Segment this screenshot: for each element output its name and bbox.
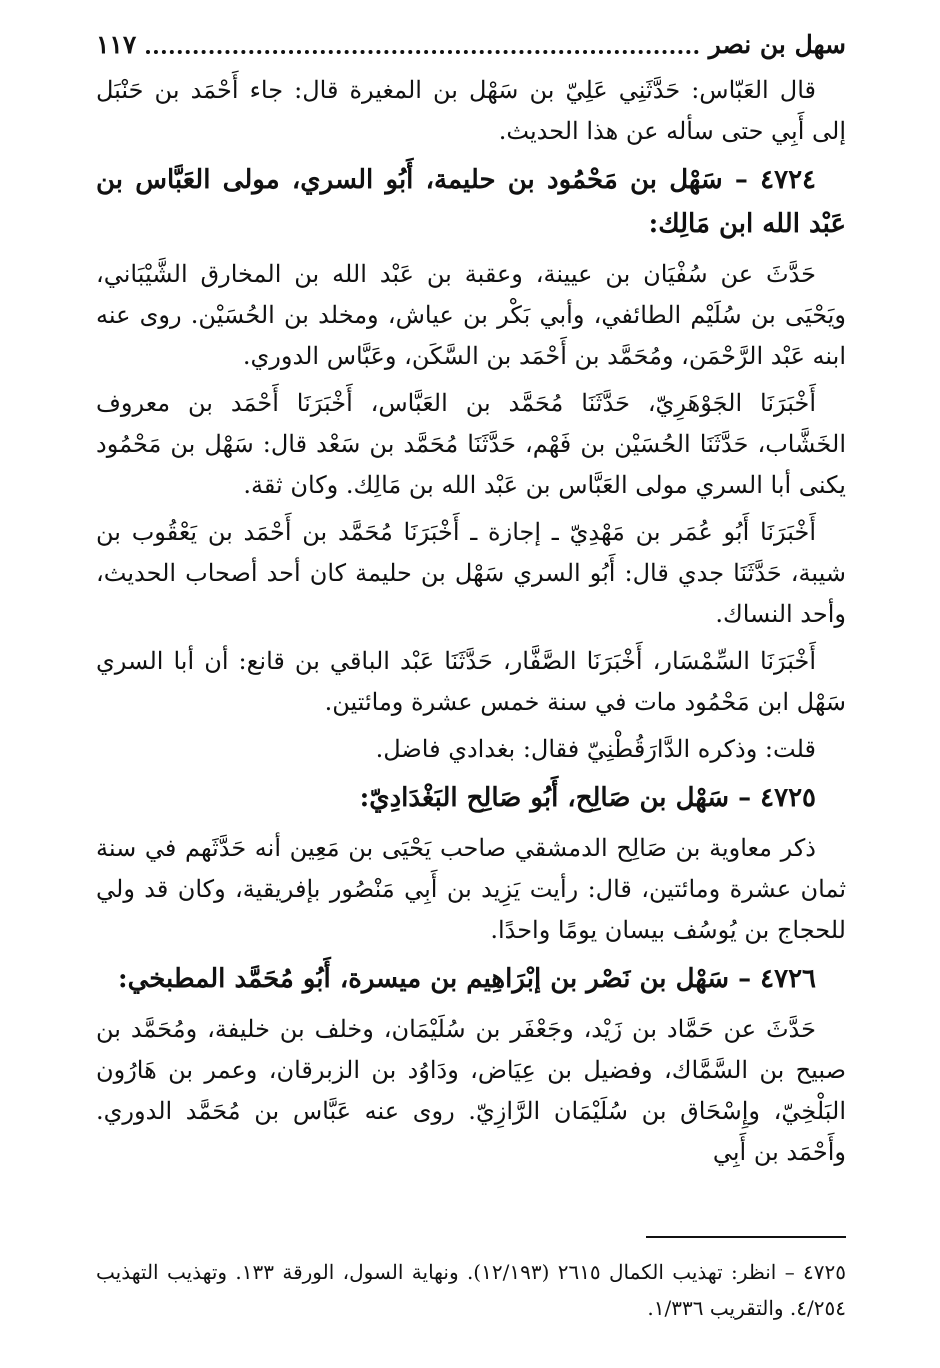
- footnotes: [96, 1254, 846, 1326]
- paragraph: قلت: وذكره الدَّارَقُطْنِيّ فقال: بغدادي فاضل.: [375, 735, 816, 763]
- leader-dots: [146, 46, 698, 54]
- paragraph: حَدَّثَ عن حَمَّاد بن زَيْد، وجَعْفَر بن سُلَيْمَان، وخلف بن خليفة، ومُحَمَّد بن صبيح بن السَّمَّاك، وفضيل بن عِيَاض، ودَاوُد بن الزبرقان، وعمر بن هَارُون البَلْخِيّ، وإِسْحَاق بن سُلَيْمَان الرَّازِيّ. روى عنه عَبَّاس بن مُحَمَّد الدوري. وأَحْمَد بن أَبِي: [96, 1015, 847, 1166]
- biography-heading-4725: ٤٧٢٥ – سَهْل بن صَالِح، أَبُو صَالِح البَغْدَادِيّ:: [359, 783, 816, 813]
- paragraph: أَخْبَرَنَا الجَوْهَرِيّ، حَدَّثَنَا مُحَمَّد بن العَبَّاس، أَخْبَرَنَا أَحْمَد بن معروف الخَشَّاب، حَدَّثَنَا الحُسَيْن بن فَهْم، حَدَّثَنَا مُحَمَّد بن سَعْد قال: سَهْل بن مَحْمُود يكنى أبا السري مولى العَبَّاس بن عَبْد الله بن مَالِك. وكان ثقة.: [96, 389, 846, 499]
- paragraph: أَخْبَرَنَا أَبُو عُمَر بن مَهْدِيّ ـ إجازة ـ أَخْبَرَنَا مُحَمَّد بن أَحْمَد بن يَعْقُوب بن شيبة، حَدَّثَنَا جدي قال: أَبُو السري سَهْل بن حليمة كان أحد أصحاب الحديث، وأحد النساك.: [96, 518, 846, 628]
- paragraph: أَخْبَرَنَا السِّمْسَار، أَخْبَرَنَا الصَّفَّار، حَدَّثَنَا عَبْد الباقي بن قانع: أن أبا السري سَهْل ابن مَحْمُود مات في سنة خمس عشرة ومائتين.: [96, 647, 846, 716]
- footnote-separator: [646, 1236, 846, 1238]
- biography-heading-4724: ٤٧٢٤ – سَهْل بن مَحْمُود بن حليمة، أَبُو السري، مولى العَبَّاس بن عَبْد الله ابن مَالِك:: [96, 165, 846, 239]
- footnote-4725: ٤٧٢٥ – انظر: تهذيب الكمال ٢٦١٥ (١٢/١٩٣). ونهاية السول، الورقة ١٣٣. وتهذيب التهذيب ٤/٢٥٤. والتقريب ١/٣٣٦.: [96, 1260, 846, 1320]
- paragraph: حَدَّثَ عن سُفْيَان بن عيينة، وعقبة بن عَبْد الله بن المخارق الشَّيْبَاني، ويَحْيَى بن سُلَيْم الطائفي، وأبي بَكْر بن عياش، ومخلد بن الحُسَيْن. روى عنه ابنه عَبْد الرَّحْمَن، ومُحَمَّد بن أَحْمَد بن السَّكَن، وعَبَّاس الدوري.: [96, 260, 846, 370]
- main-text: [96, 70, 846, 1179]
- biography-heading-4726: ٤٧٢٦ – سَهْل بن نَصْر بن إبْرَاهِيم بن ميسرة، أَبُو مُحَمَّد المطبخي:: [117, 964, 816, 994]
- running-head-title: سهل بن نصر: [708, 29, 846, 59]
- running-head: [96, 26, 846, 62]
- paragraph: ذكر معاوية بن صَالِح الدمشقي صاحب يَحْيَى بن مَعِين أنه حَدَّثَهم في سنة ثمان عشرة ومائتين، قال: رأيت يَزِيد بن أَبِي مَنْصُور بإفريقية، وكان قد ولي للحجاج بن يُوسُف بيسان يومًا واحدًا.: [96, 834, 846, 944]
- page-number: ١١٧: [96, 29, 137, 59]
- paragraph: قال العَبّاس: حَدَّثَنِي عَلِيّ بن سَهْل بن المغيرة قال: جاء أَحْمَد بن حَنْبَل إلى أَبِي حتى سأله عن هذا الحديث.: [96, 76, 846, 145]
